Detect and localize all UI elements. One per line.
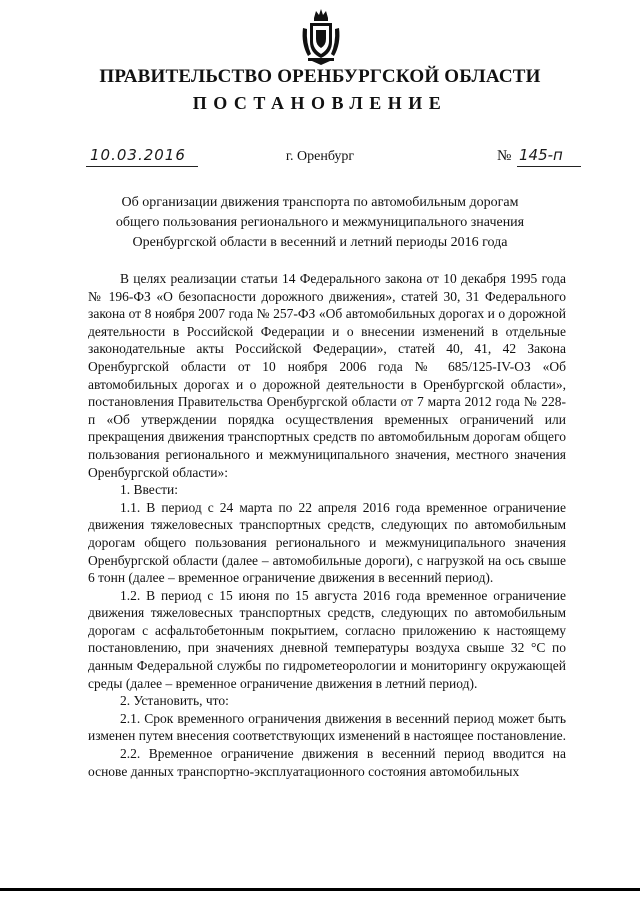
body-paragraph: 1. Ввести:: [120, 482, 178, 498]
document-title: Об организации движения транспорта по автомобильным дорогам общего пользования регионального и межмуниципального значения Оренбургской области в весенний и летний периоды 2016 года: [115, 195, 525, 250]
document-city: г. Оренбург: [285, 149, 355, 164]
number-underline: [517, 166, 581, 167]
body-paragraph: В целях реализации статьи 14 Федерального закона от 10 декабря 1995 года № 196-ФЗ «О безопасности дорожного движения», статей 30, 31 Федерального закона от 8 ноября 2007 года № 257-ФЗ «Об автомобильных дорогах и о дорожной деятельности в Российской Федерации и о внесении изменений в отдельные законодательные акты Российской Федерации», статей 40, 41, 42 Закона Оренбургской области от 10 ноября 2006 года № 685/125-IV-ОЗ «Об автомобильных дорогах и о дорожной деятельности в Оренбургской области», постановления Правительства Оренбургской области от 7 марта 2012 года № 228-п «Об утверждении порядка осуществления временных ограничений или прекращения движения транспортных средств по автомобильным дорогам общего пользования регионального и межмуниципального значения, местного значения Оренбургской области»:: [88, 271, 566, 480]
body-paragraph: 2.2. Временное ограничение движения в весенний период вводится на основе данных транспортно-эксплуатационного состояния автомобильных: [88, 746, 566, 779]
number-label: №: [497, 148, 512, 164]
document-meta-row: [0, 146, 640, 170]
body-paragraph: 2. Установить, что:: [120, 693, 229, 709]
government-title: ПРАВИТЕЛЬСТВО ОРЕНБУРГСКОЙ ОБЛАСТИ: [99, 66, 541, 87]
body-paragraph: 2.1. Срок временного ограничения движения в весенний период может быть изменен путем внесения соответствующих изменений в настоящее постановление.: [88, 710, 566, 744]
document-date: 10.03.2016: [90, 146, 186, 164]
body-paragraph: 1.1. В период с 24 марта по 22 апреля 2016 года временное ограничение движения тяжеловесных транспортных средств, следующих по автомобильным дорогам общего пользования регионального и межмуниципального значения Оренбургской области (далее – автомобильные дороги), с нагрузкой на ось свыше 6 тонн (далее – временное ограничение движения в весенний период).: [88, 499, 566, 586]
document-type: ПОСТАНОВЛЕНИЕ: [192, 93, 448, 113]
date-underline: [86, 166, 198, 167]
coat-of-arms-icon: [300, 8, 342, 66]
document-body: [88, 270, 566, 780]
body-paragraph: 1.2. В период с 15 июня по 15 августа 2016 года временное ограничение движения тяжеловесных транспортных средств, следующих по автомобильным дорогам с асфальтобетонным покрытием, согласно приложению к настоящему постановлению, при значениях дневной температуры воздуха свыше 32 °С по данным Федеральной службы по гидрометеорологии и мониторингу окружающей среды (далее – временное ограничение движения в летний период).: [88, 587, 566, 691]
page-bottom-rule: [0, 888, 640, 891]
document-number: 145-п: [519, 146, 563, 164]
